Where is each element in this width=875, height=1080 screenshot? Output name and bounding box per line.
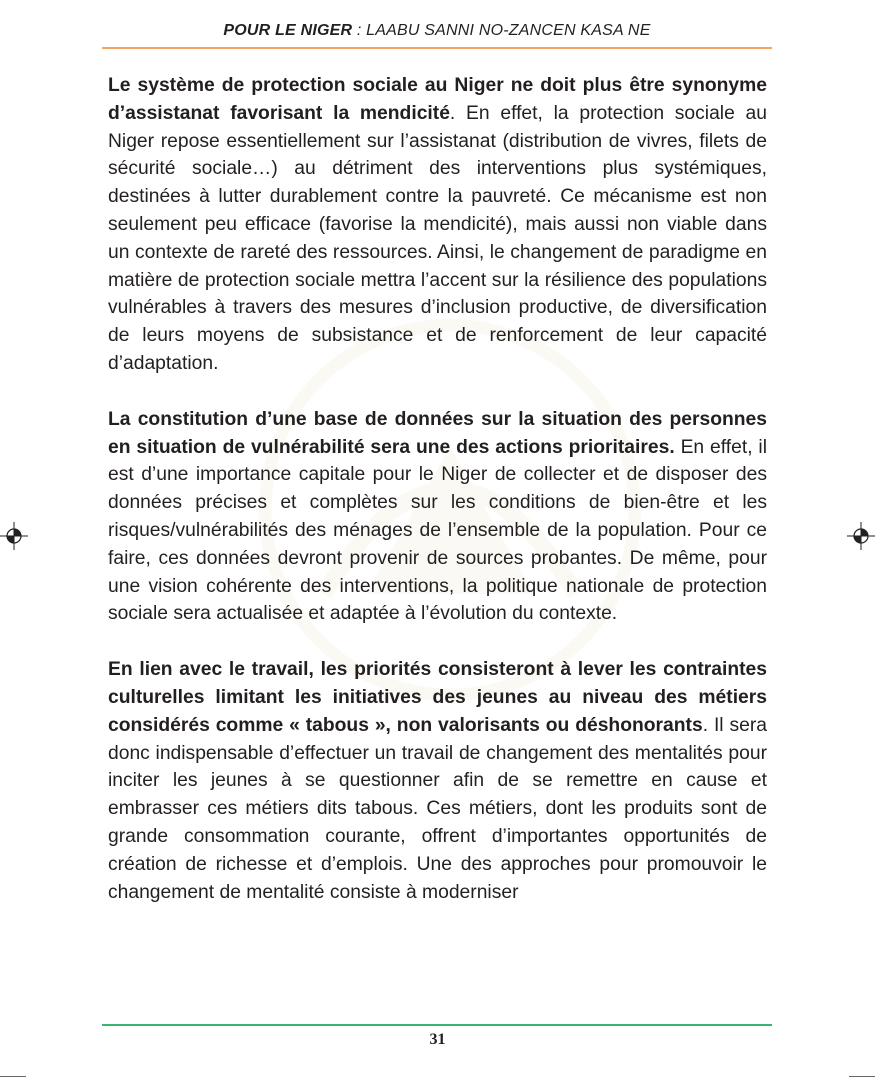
crop-mark	[0, 1076, 26, 1077]
header-title-strong: POUR LE NIGER	[223, 22, 353, 39]
paragraph-database	[108, 406, 767, 628]
paragraph-work-priorities	[108, 656, 767, 906]
paragraph-lead: En lien avec le travail, les priorités consisteront à lever les contraintes culturelles limitant les initiatives des jeunes au niveau des métiers considérés comme « tabous », non valorisants ou déshonorants	[108, 659, 767, 736]
page-body	[108, 72, 767, 934]
footer-rule	[102, 1024, 772, 1026]
header-title-rest: : LAABU SANNI NO-ZANCEN KASA NE	[352, 22, 651, 39]
paragraph-social-protection	[108, 72, 767, 378]
paragraph-lead: La constitution d’une base de données sur la situation des personnes en situation de vulnérabilité sera une des actions prioritaires.	[108, 408, 767, 458]
page-number: 31	[429, 1031, 446, 1048]
running-header	[102, 22, 772, 40]
paragraph-lead: Le système de protection sociale au Niger ne doit plus être synonyme d’assistanat favorisant la mendicité	[108, 75, 767, 124]
header-rule	[102, 47, 772, 49]
paragraph-body: En effet, il est d’une importance capitale pour le Niger de collecter et de disposer des données précises et complètes sur les conditions de bien-être et les risques/vulnérabilités des ménages de l’ensemble de la population. Pour ce faire, ces données devront provenir de sources probantes. De même, pour une vision cohérente des interventions, la politique nationale de protection sociale sera actualisée et adaptée à l’évolution du contexte.	[108, 436, 767, 625]
paragraph-body: . En effet, la protection sociale au Niger repose essentiellement sur l’assistanat (distribution de vivres, filets de sécurité sociale…) au détriment des interventions plus systémiques, destinées à lutter durablement contre la pauvreté. Ce mécanisme est non seulement peu efficace (favorise la mendicité), mais aussi non viable dans un contexte de rareté des ressources. Ainsi, le changement de paradigme en matière de protection sociale mettra l’accent sur la résilience des populations vulnérables à travers des mesures d’inclusion productive, de diversification de leurs moyens de subsistance et de renforcement de leur capacité d’adaptation.	[108, 102, 767, 374]
paragraph-body: . Il sera donc indispensable d’effectuer un travail de changement des mentalités pour inciter les jeunes à se questionner afin de se remettre en cause et embrasser ces métiers dits tabous. Ces métiers, dont les produits sont de grande consommation courante, offrent d’importantes opportunités de création de richesse et d’emplois. Une des approches pour promouvoir le changement de mentalité consiste à moderniser	[108, 714, 767, 903]
registration-mark-icon	[0, 522, 28, 550]
registration-mark-icon	[847, 522, 875, 550]
crop-mark	[849, 1076, 875, 1077]
